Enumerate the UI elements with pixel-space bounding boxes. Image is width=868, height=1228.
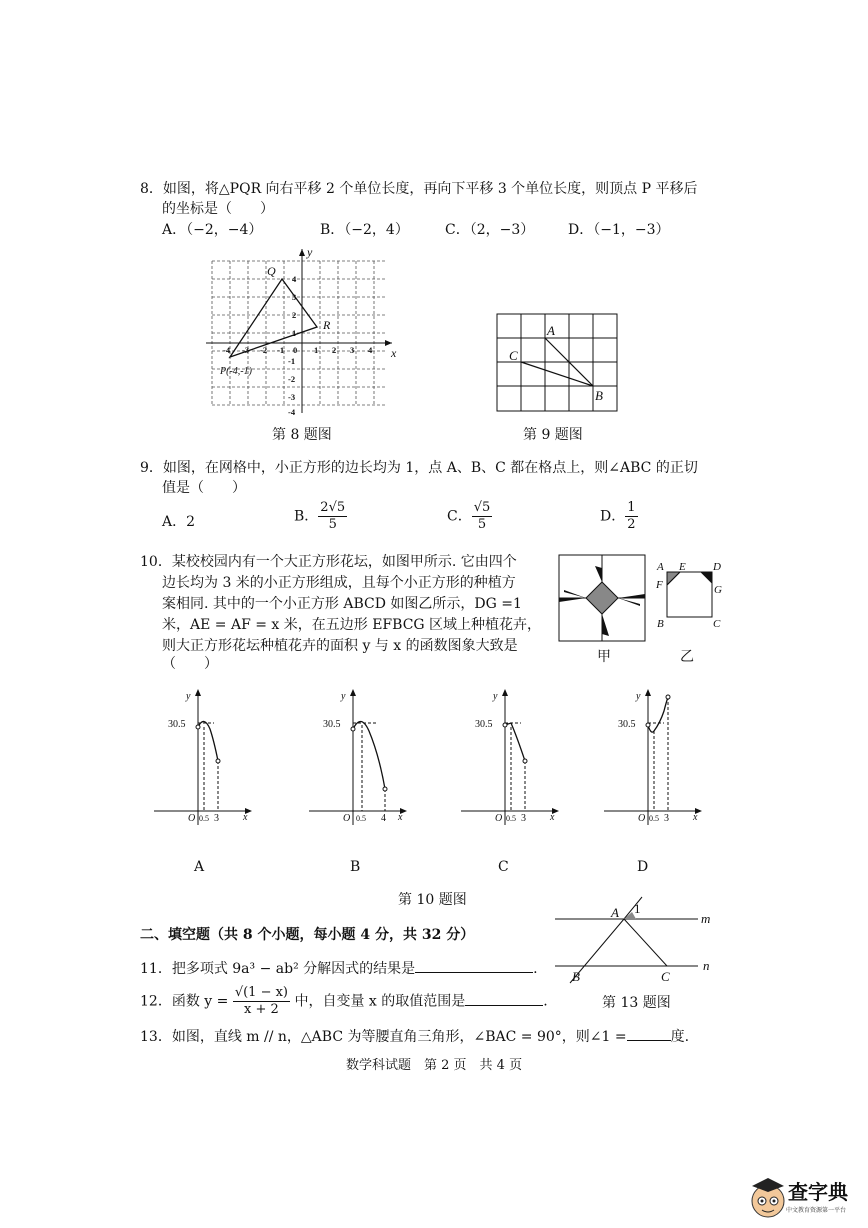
q10-graph-b [303,685,413,835]
point-a-label: A [611,905,619,920]
q8-option-a: A．（−2，−4） [162,222,263,238]
x-tick-label: 4 [368,345,373,355]
q13 [140,1026,689,1047]
q10-graph-c-label: C [498,859,509,875]
q8-stem-line1: 8．如图，将△PQR 向右平移 2 个单位长度，再向下平移 3 个单位长度，则顶点 P 平移后 [140,181,698,197]
fraction-denominator: 5 [477,517,487,532]
q10-graph-a-label: A [194,859,205,875]
yi-label-g: G [714,584,722,596]
q9-stem-line2: 值是（ ） [162,480,246,496]
origin-label: O [343,813,351,824]
q10-graph-c [455,685,565,835]
q10-figure-jia [558,554,648,644]
q9-option-d [600,500,638,533]
q8-stem-line2: 的坐标是（ ） [162,201,274,217]
q12-answer-blank[interactable] [465,991,543,1006]
q8-option-d: D．（−1，−3） [568,222,670,238]
point-b-label: B [595,388,603,403]
point-c-label: C [661,969,670,984]
q9-figure-caption: 第 9 题图 [523,427,583,443]
y-tick-label: -1 [288,356,296,366]
y-axis-label: y [186,691,191,702]
page-footer: 数学科试题 第 2 页 共 4 页 [346,1058,523,1073]
q13-figure [550,895,725,985]
line-m-label: m [701,911,711,926]
section2-title: 二、填空题（共 8 个小题，每小题 4 分，共 32 分） [140,927,475,943]
x-tick-label: 0.5 [506,814,516,823]
yi-label-b: B [657,618,664,630]
y-axis-label: y [493,691,498,702]
q13-text: 13．如图，直线 m // n，△ABC 为等腰直角三角形，∠BAC = 90°，则∠1 = [140,1029,627,1045]
option-prefix: B． [294,508,319,525]
q9-option-c [447,500,492,533]
x-tick-label: -1 [277,345,285,355]
x-axis-label: x [398,812,403,823]
x-axis-label: x [550,812,555,823]
x-tick-label: 3 [521,813,526,824]
x-tick-label: -3 [242,345,250,355]
fraction-numerator: 2√5 [320,500,346,515]
q10-line4: 米，AE = AF = x 米，在五边形 EFBCG 区域上种植花卉， [162,617,542,633]
q10-figure-yi [655,558,725,630]
x-tick-label: 0.5 [356,814,366,823]
point-q-label: Q [267,264,276,278]
x-axis-label: x [243,812,248,823]
yi-label-f: F [656,579,663,591]
x-tick-label: 3 [664,813,669,824]
y-tick-label: 4 [292,274,297,284]
yi-label-e: E [679,561,686,573]
x-tick-label: -4 [223,345,231,355]
q13-figure-caption: 第 13 题图 [602,995,671,1011]
option-prefix: D． [600,508,626,525]
q9-option-a: A．2 [162,514,196,530]
y-tick-label: 30.5 [475,719,493,730]
q8-option-c: C．（2，−3） [445,222,535,238]
angle-1-label: 1 [634,901,641,916]
x-tick-label: 0.5 [649,814,659,823]
logo-text: 查字典 [788,1180,848,1204]
q11-text: 11．把多项式 9a³ − ab² 分解因式的结果是 [140,961,416,977]
y-axis-label: y [307,245,313,259]
mascot-icon [748,1174,788,1220]
option-prefix: C． [447,508,472,525]
fraction-denominator: x + 2 [244,1002,279,1017]
q10-line1: 10．某校校园内有一个大正方形花坛，如图甲所示. 它由四个 [140,554,517,570]
origin-label: O [638,813,646,824]
x-tick-label: -2 [260,345,268,355]
q10-graph-a [148,685,258,835]
q10-line3: 案相同. 其中的一个小正方形 ABCD 如图乙所示，DG =1 [162,596,522,612]
q8-figure-caption: 第 8 题图 [272,427,332,443]
x-tick-label: 0 [293,345,298,355]
x-tick-label: 4 [381,813,386,824]
y-tick-label: 1 [292,328,297,338]
y-tick-label: -3 [288,392,296,402]
y-tick-label: 30.5 [168,719,186,730]
fraction-numerator: √5 [473,500,491,515]
point-c-label: C [509,348,518,363]
q9-figure [490,305,625,415]
yi-label-a: A [657,561,664,573]
fraction-denominator: 2 [627,517,636,532]
fraction-denominator: 5 [328,517,337,532]
x-tick-label: 0.5 [199,814,209,823]
point-r-label: R [323,318,331,332]
q10-graph-d-label: D [637,859,649,875]
q10-figure-caption: 第 10 题图 [398,892,467,908]
q10-fig-yi-label: 乙 [680,649,694,665]
q11-end: . [533,961,538,977]
y-tick-label: -4 [288,407,296,415]
q8-figure [200,243,405,415]
q10-graph-d [598,685,708,835]
point-b-label: B [572,969,580,984]
q10-line6: （ ） [162,656,218,672]
q10-fig-jia-label: 甲 [597,649,611,665]
site-logo [748,1174,858,1220]
fraction-numerator: 1 [627,500,636,515]
q9-stem-line1: 9．如图，在网格中，小正方形的边长均为 1，点 A、B、C 都在格点上，则∠ABC 的正切 [140,460,698,476]
q10-line5: 则大正方形花坛种植花卉的面积 y 与 x 的函数图象大致是 [162,638,518,654]
y-tick-label: 30.5 [618,719,636,730]
q9-option-b [294,500,347,533]
x-tick-label: 3 [214,813,219,824]
x-axis-label: x [693,812,698,823]
fraction-numerator: √(1 − x) [234,985,288,1000]
logo-subtext: 中文教育资源第一平台 [786,1207,847,1214]
line-n-label: n [703,958,710,973]
y-tick-label: 3 [292,292,297,302]
y-tick-label: 30.5 [323,719,341,730]
q12-prefix: 12．函数 y = [140,993,229,1010]
q13-end: 度. [670,1029,690,1045]
q10-graph-b-label: B [350,859,361,875]
origin-label: O [188,813,196,824]
origin-label: O [495,813,503,824]
q11-answer-blank[interactable] [415,958,533,973]
q13-answer-blank[interactable] [627,1026,671,1041]
y-tick-label: -2 [288,374,296,384]
q12-end: . [543,993,548,1010]
q12 [140,985,548,1018]
yi-label-c: C [713,618,721,630]
yi-label-d: D [713,561,721,573]
q11 [140,958,538,979]
point-p-label: P(-4,-1) [220,366,252,377]
x-axis-label: x [391,346,397,360]
point-a-label: A [547,323,555,338]
y-tick-label: 2 [292,310,297,320]
q10-line2: 边长均为 3 米的小正方形组成，且每个小正方形的种植方 [162,575,516,591]
x-tick-label: 3 [350,345,355,355]
q12-suffix: 中，自变量 x 的取值范围是 [294,993,466,1010]
x-tick-label: 2 [332,345,337,355]
q8-option-b: B．（−2，4） [320,222,409,238]
y-axis-label: y [636,691,641,702]
x-tick-label: 1 [314,345,319,355]
y-axis-label: y [341,691,346,702]
